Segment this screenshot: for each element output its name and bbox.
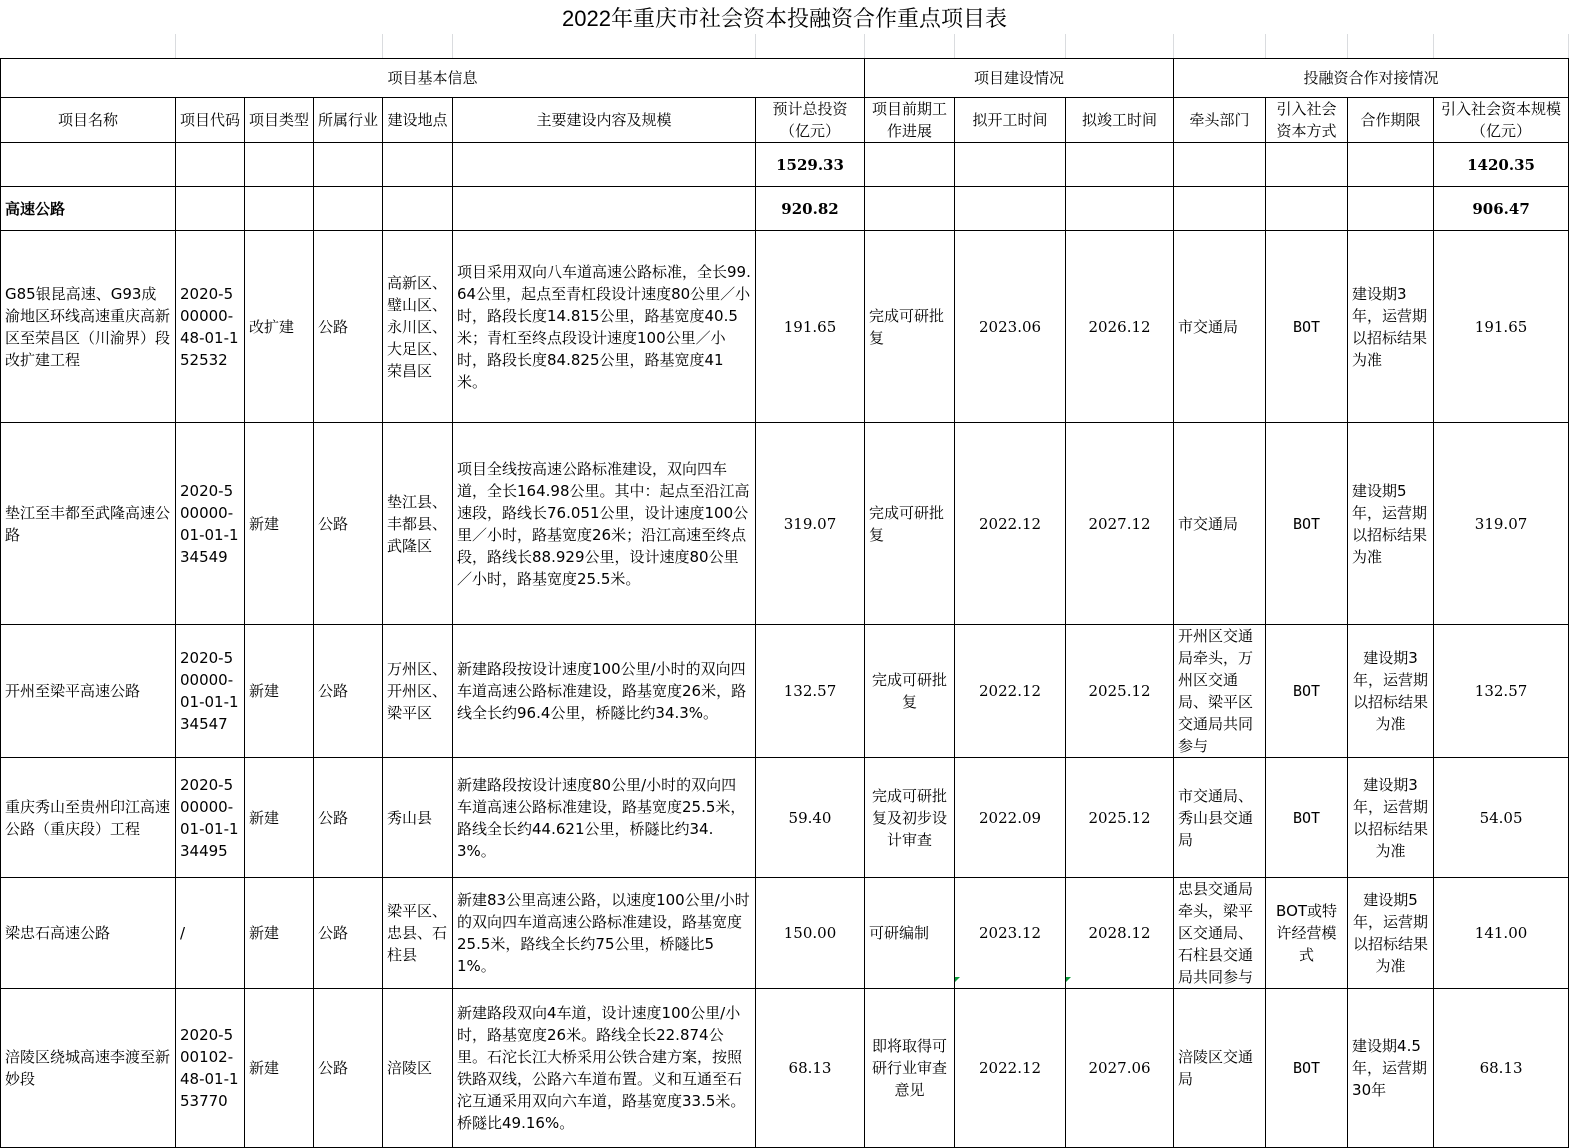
project-start[interactable]: 2022.12 [955, 625, 1066, 758]
project-scale[interactable]: 132.57 [1434, 625, 1569, 758]
project-code[interactable]: 2020-500000-48-01-152532 [176, 231, 245, 423]
project-code[interactable]: 2020-500102-48-01-153770 [176, 989, 245, 1148]
project-dept[interactable]: 涪陵区交通局 [1174, 989, 1266, 1148]
project-end[interactable]: 2026.12 [1066, 231, 1174, 423]
project-type[interactable]: 新建 [245, 625, 314, 758]
project-name[interactable]: 重庆秀山至贵州印江高速公路（重庆段）工程 [1, 758, 176, 878]
header-dept[interactable]: 牵头部门 [1174, 98, 1266, 143]
project-code[interactable]: 2020-500000-01-01-134549 [176, 423, 245, 625]
project-dept[interactable]: 市交通局 [1174, 423, 1266, 625]
header-end[interactable]: 拟竣工时间 [1066, 98, 1174, 143]
project-industry[interactable]: 公路 [314, 423, 383, 625]
project-investment[interactable]: 68.13 [756, 989, 865, 1148]
project-investment[interactable]: 191.65 [756, 231, 865, 423]
project-investment[interactable]: 59.40 [756, 758, 865, 878]
project-start[interactable]: 2023.12 [955, 878, 1066, 989]
header-start[interactable]: 拟开工时间 [955, 98, 1066, 143]
header-period[interactable]: 合作期限 [1348, 98, 1434, 143]
header-name[interactable]: 项目名称 [1, 98, 176, 143]
header-location[interactable]: 建设地点 [383, 98, 453, 143]
group-construction[interactable]: 项目建设情况 [865, 59, 1174, 98]
group-basic-info[interactable]: 项目基本信息 [1, 59, 865, 98]
project-start[interactable]: 2022.12 [955, 989, 1066, 1148]
project-period[interactable]: 建设期5年，运营期以招标结果为准 [1348, 878, 1434, 989]
table-row [1, 758, 1569, 878]
project-progress[interactable]: 完成可研批复 [865, 423, 955, 625]
group-header-row [1, 59, 1569, 98]
project-scale[interactable]: 191.65 [1434, 231, 1569, 423]
project-start[interactable]: 2022.09 [955, 758, 1066, 878]
header-industry[interactable]: 所属行业 [314, 98, 383, 143]
total-scale[interactable]: 1420.35 [1434, 143, 1569, 187]
project-content[interactable]: 新建路段按设计速度80公里/小时的双向四车道高速公路标准建设，路基宽度25.5米，路线全长约44.621公里，桥隧比约34.3%。 [453, 758, 756, 878]
category-name[interactable]: 高速公路 [1, 187, 176, 231]
project-investment[interactable]: 319.07 [756, 423, 865, 625]
project-method[interactable]: BOT [1266, 758, 1348, 878]
project-end[interactable]: 2025.12 [1066, 625, 1174, 758]
cell-indicator-triangle [1066, 977, 1071, 982]
table-row [1, 423, 1569, 625]
project-name[interactable]: 梁忠石高速公路 [1, 878, 176, 989]
project-method[interactable]: BOT [1266, 231, 1348, 423]
project-scale[interactable]: 319.07 [1434, 423, 1569, 625]
header-type[interactable]: 项目类型 [245, 98, 314, 143]
project-scale[interactable]: 68.13 [1434, 989, 1569, 1148]
header-scale[interactable]: 引入社会资本规模（亿元） [1434, 98, 1569, 143]
header-content[interactable]: 主要建设内容及规模 [453, 98, 756, 143]
category-investment[interactable]: 920.82 [756, 187, 865, 231]
project-scale[interactable]: 54.05 [1434, 758, 1569, 878]
column-header-row [1, 98, 1569, 143]
category-row [1, 187, 1569, 231]
project-location[interactable]: 高新区、璧山区、永川区、大足区、荣昌区 [383, 231, 453, 423]
project-industry[interactable]: 公路 [314, 758, 383, 878]
project-method[interactable]: BOT [1266, 625, 1348, 758]
project-name[interactable]: 涪陵区绕城高速李渡至新妙段 [1, 989, 176, 1148]
project-location[interactable]: 垫江县、丰都县、武隆区 [383, 423, 453, 625]
project-table [0, 58, 1569, 1148]
project-dept[interactable]: 忠县交通局牵头，梁平区交通局、石柱县交通局共同参与 [1174, 878, 1266, 989]
project-type[interactable]: 改扩建 [245, 231, 314, 423]
project-progress[interactable]: 完成可研批复 [865, 625, 955, 758]
header-progress[interactable]: 项目前期工作进展 [865, 98, 955, 143]
project-progress[interactable]: 完成可研批复及初步设计审查 [865, 758, 955, 878]
project-period[interactable]: 建设期4.5年，运营期30年 [1348, 989, 1434, 1148]
project-type[interactable]: 新建 [245, 878, 314, 989]
project-method[interactable]: BOT [1266, 989, 1348, 1148]
project-dept[interactable]: 开州区交通局牵头，万州区交通局、梁平区交通局共同参与 [1174, 625, 1266, 758]
project-investment[interactable]: 132.57 [756, 625, 865, 758]
category-scale[interactable]: 906.47 [1434, 187, 1569, 231]
project-end[interactable]: 2025.12 [1066, 758, 1174, 878]
project-location[interactable]: 万州区、开州区、梁平区 [383, 625, 453, 758]
project-industry[interactable]: 公路 [314, 625, 383, 758]
project-content[interactable]: 项目采用双向八车道高速公路标准，全长99.64公里，起点至青杠段设计速度80公里／小时，路段长度14.815公里，路基宽度40.5米；青杠至终点段设计速度100公里／小时，路段长度84.825公里，路基宽度41米。 [453, 231, 756, 423]
header-method[interactable]: 引入社会资本方式 [1266, 98, 1348, 143]
project-period[interactable]: 建设期3年，运营期以招标结果为准 [1348, 231, 1434, 423]
totals-row [1, 143, 1569, 187]
project-code[interactable]: 2020-500000-01-01-134547 [176, 625, 245, 758]
project-period[interactable]: 建设期3年，运营期以招标结果为准 [1348, 625, 1434, 758]
project-start[interactable]: 2022.12 [955, 423, 1066, 625]
project-location[interactable]: 涪陵区 [383, 989, 453, 1148]
project-industry[interactable]: 公路 [314, 989, 383, 1148]
project-content[interactable]: 新建83公里高速公路，以速度100公里/小时的双向四车道高速公路标准建设，路基宽度25.5米，路线全长约75公里，桥隧比51%。 [453, 878, 756, 989]
sheet-title: 2022年重庆市社会资本投融资合作重点项目表 [562, 5, 1007, 31]
project-progress[interactable]: 即将取得可研行业审查意见 [865, 989, 955, 1148]
empty-grid-row [0, 34, 1569, 58]
project-content[interactable]: 新建路段双向4车道，设计速度100公里/小时，路基宽度26米。路线全长22.874公里。石沱长江大桥采用公铁合建方案，按照铁路双线，公路六车道布置。义和互通至石沱互通采用双向六车道，路基宽度33.5米。桥隧比49.16%。 [453, 989, 756, 1148]
project-progress[interactable]: 可研编制 [865, 878, 955, 989]
project-progress[interactable]: 完成可研批复 [865, 231, 955, 423]
project-end[interactable]: 2027.12 [1066, 423, 1174, 625]
project-content[interactable]: 项目全线按高速公路标准建设，双向四车道，全长164.98公里。其中：起点至沿江高速段，路线长76.051公里，设计速度100公里／小时，路基宽度26米；沿江高速至终点段，路线长88.929公里，设计速度80公里／小时，路基宽度25.5米。 [453, 423, 756, 625]
total-investment[interactable]: 1529.33 [756, 143, 865, 187]
project-location[interactable]: 梁平区、忠县、石柱县 [383, 878, 453, 989]
project-industry[interactable]: 公路 [314, 878, 383, 989]
project-period[interactable]: 建设期3年，运营期以招标结果为准 [1348, 758, 1434, 878]
project-type[interactable]: 新建 [245, 423, 314, 625]
table-row [1, 989, 1569, 1148]
project-dept[interactable]: 市交通局、秀山县交通局 [1174, 758, 1266, 878]
project-scale[interactable]: 141.00 [1434, 878, 1569, 989]
project-end[interactable]: 2028.12 [1066, 878, 1174, 989]
project-code[interactable]: 2020-500000-01-01-134495 [176, 758, 245, 878]
project-type[interactable]: 新建 [245, 758, 314, 878]
table-row [1, 625, 1569, 758]
header-investment[interactable]: 预计总投资（亿元） [756, 98, 865, 143]
project-end[interactable]: 2027.06 [1066, 989, 1174, 1148]
project-investment[interactable]: 150.00 [756, 878, 865, 989]
project-method[interactable]: BOT [1266, 423, 1348, 625]
project-dept[interactable]: 市交通局 [1174, 231, 1266, 423]
project-start[interactable]: 2023.06 [955, 231, 1066, 423]
project-code[interactable]: / [176, 878, 245, 989]
project-industry[interactable]: 公路 [314, 231, 383, 423]
project-name[interactable]: 垫江至丰都至武隆高速公路 [1, 423, 176, 625]
project-method[interactable]: BOT或特许经营模式 [1266, 878, 1348, 989]
cell-indicator-triangle [955, 977, 960, 982]
project-name[interactable]: G85银昆高速、G93成渝地区环线高速重庆高新区至荣昌区（川渝界）段改扩建工程 [1, 231, 176, 423]
project-period[interactable]: 建设期5年，运营期以招标结果为准 [1348, 423, 1434, 625]
project-location[interactable]: 秀山县 [383, 758, 453, 878]
project-type[interactable]: 新建 [245, 989, 314, 1148]
project-name[interactable]: 开州至梁平高速公路 [1, 625, 176, 758]
project-content[interactable]: 新建路段按设计速度100公里/小时的双向四车道高速公路标准建设，路基宽度26米，路线全长约96.4公里，桥隧比约34.3%。 [453, 625, 756, 758]
table-row [1, 231, 1569, 423]
header-code[interactable]: 项目代码 [176, 98, 245, 143]
table-row [1, 878, 1569, 989]
group-financing[interactable]: 投融资合作对接情况 [1174, 59, 1569, 98]
